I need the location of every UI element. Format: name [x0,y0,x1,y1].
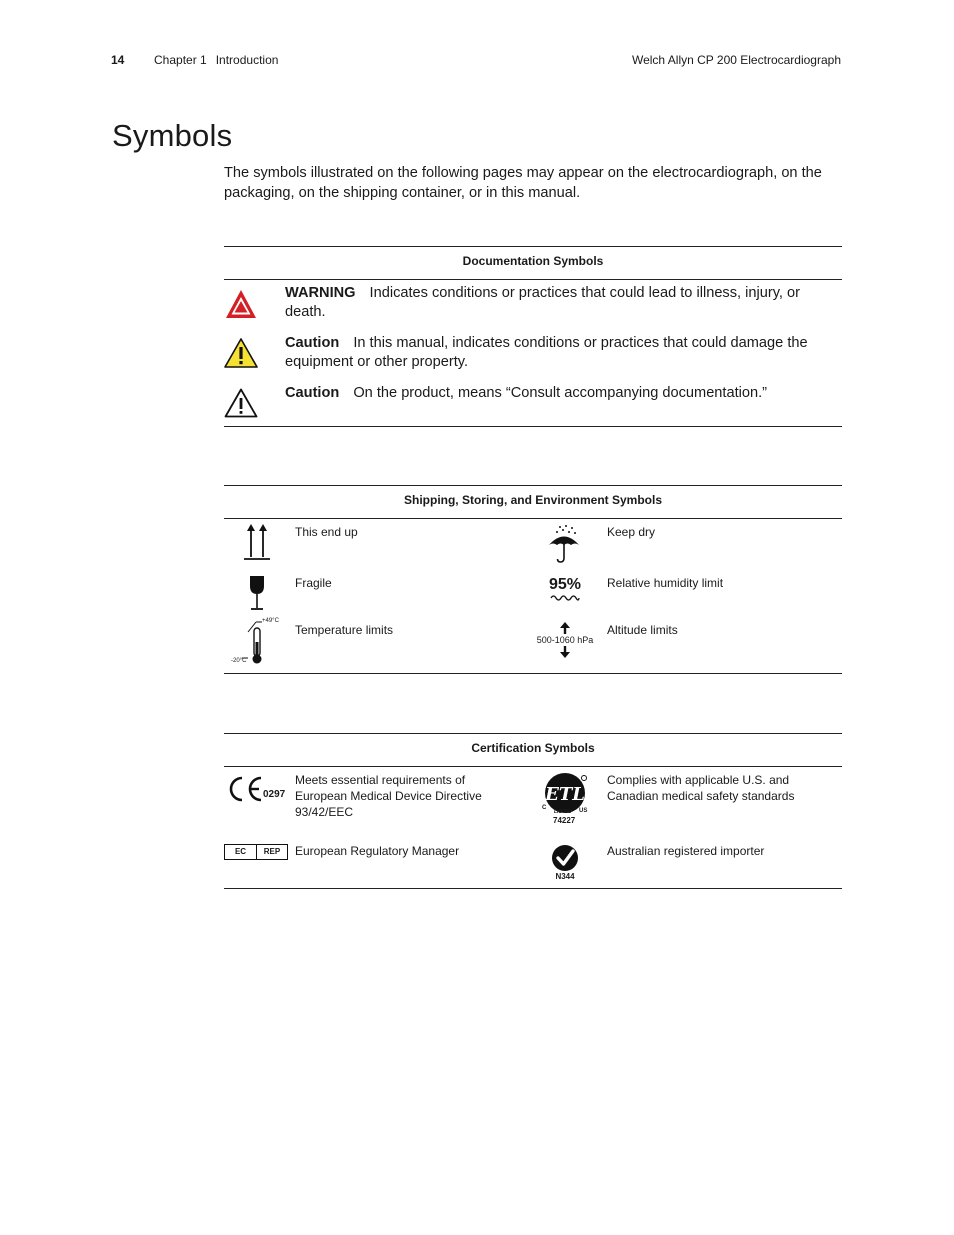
temperature-min: -20°C [231,658,247,664]
supplier-code: N344 [555,872,575,881]
doc-row-caution-manual [224,334,842,384]
ec-rep-icon [224,844,288,860]
symbol-label: European Regulatory Manager [295,844,460,858]
fragile-glass-icon [248,575,266,616]
altitude-range: 500-1060 hPa [536,635,594,645]
etl-listed-icon [540,772,590,828]
keep-dry-umbrella-icon [548,524,580,569]
book-title: Welch Allyn CP 200 Electrocardiograph [631,53,841,67]
caution-triangle-yellow-icon [224,338,258,374]
certification-heading: Certification Symbols [224,734,842,767]
this-end-up-icon [244,524,270,565]
doc-text: In this manual, indicates conditions or practices that could damage the equipment or other property. [285,335,808,370]
symbol-label: This end up [295,525,358,539]
documentation-heading: Documentation Symbols [224,247,842,280]
symbol-label: Meets essential requirements of European Medical Device Directive 93/42/EEC [295,773,482,819]
symbol-label: Temperature limits [295,623,394,637]
chapter-label [154,53,278,67]
intro-paragraph: The symbols illustrated on the following pages may appear on the electrocardiograph, on the packaging, on the shipping container, or in this manual. [224,165,822,201]
symbol-label: Australian registered importer [607,844,765,858]
symbol-label: Complies with applicable U.S. and Canadian medical safety standards [607,773,795,803]
chapter-section: Introduction [215,53,279,67]
etl-us: US [579,808,588,814]
doc-keyword: WARNING [285,285,356,301]
doc-keyword: Caution [285,335,340,351]
shipping-heading: Shipping, Storing, and Environment Symbols [224,486,842,519]
warning-triangle-red-icon [224,288,258,326]
humidity-limit-icon [548,576,582,602]
ec-rep-right: REP [263,847,281,856]
shipping-symbols-table [224,485,842,674]
etl-listed: LISTED [554,809,572,815]
documentation-symbols-table [224,246,842,427]
doc-keyword: Caution [285,385,340,401]
etl-control-number: 74227 [553,816,576,825]
c-tick-icon [550,844,580,882]
svg-text:ETL: ETL [545,784,585,805]
page-number: 14 [111,53,125,67]
etl-canada: C [542,805,547,811]
symbol-label: Relative humidity limit [607,576,724,590]
doc-text: Indicates conditions or practices that could lead to illness, injury, or death. [285,285,801,320]
humidity-value: 95% [548,576,582,593]
symbol-label: Fragile [295,576,332,590]
ec-rep-left: EC [225,845,257,859]
ce-mark-icon [228,776,292,804]
symbol-label: Keep dry [607,525,656,539]
temperature-max: +49°C [262,618,279,624]
doc-text: On the product, means “Consult accompanying documentation.” [353,385,768,401]
temperature-limits-icon [230,618,290,668]
doc-row-caution-product [224,384,842,428]
symbol-label: Altitude limits [607,623,678,637]
chapter-number: Chapter 1 [154,53,207,67]
notified-body-number: 0297 [263,789,286,800]
altitude-limits-icon [530,622,600,658]
certification-symbols-table [224,733,842,889]
page-title: Symbols [112,118,233,153]
doc-row-warning [224,284,842,334]
caution-triangle-outline-icon [224,388,258,424]
